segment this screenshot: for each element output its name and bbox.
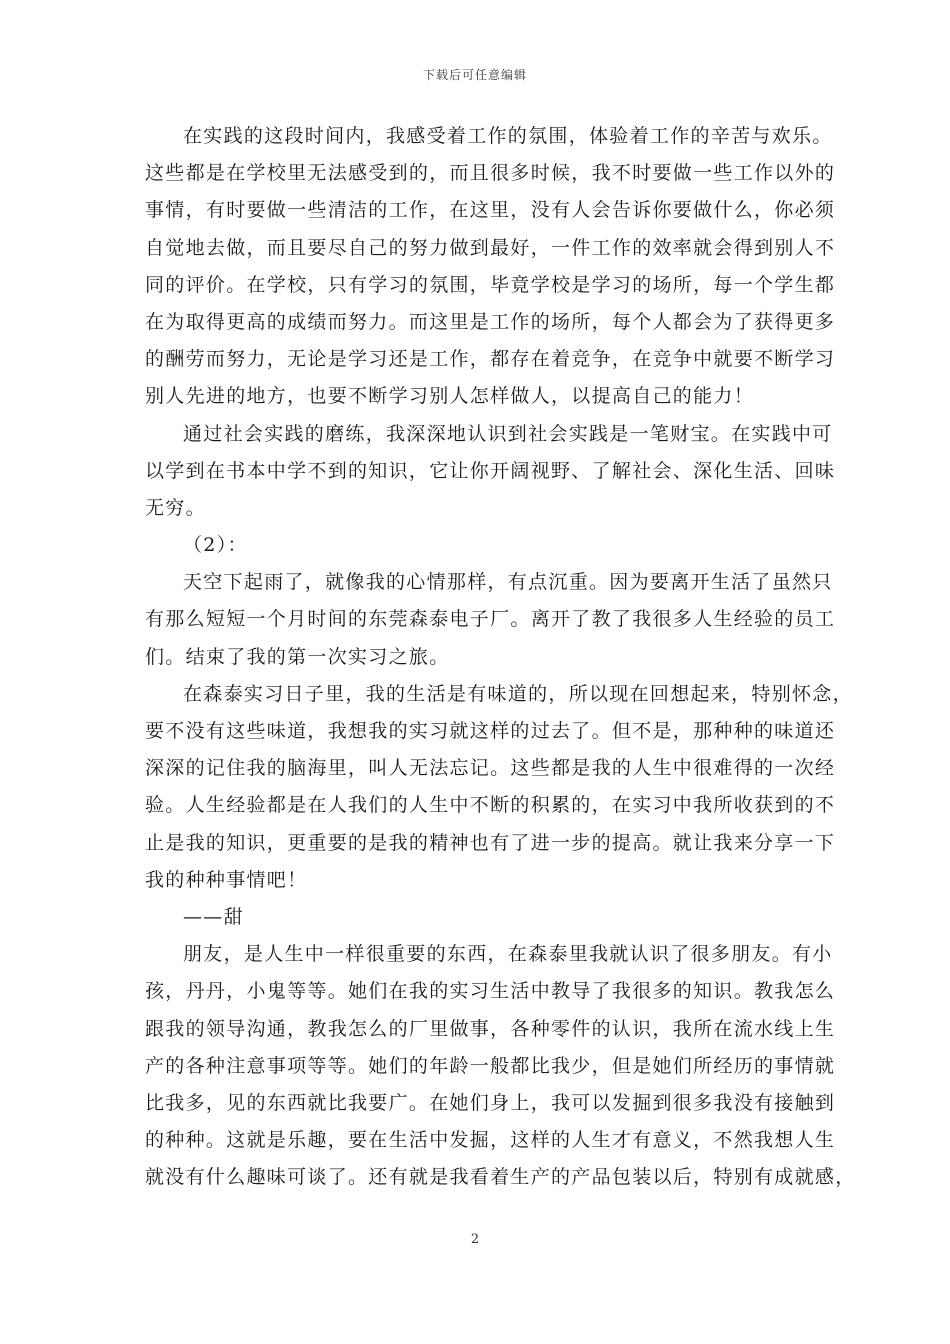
text-line: 孩，丹丹，小鬼等等。她们在我的实习生活中教导了我很多的知识。教我怎么 — [145, 980, 836, 1003]
text-line: 比我多，见的东西就比我要广。在她们身上，我可以发掘到很多我没有接触到 — [145, 1091, 836, 1114]
text-line: 我的种种事情吧！ — [145, 868, 308, 891]
text-line: 有那么短短一个月时间的东莞森泰电子厂。离开了教了我很多人生经验的员工 — [145, 608, 836, 631]
page-number: 2 — [470, 1232, 480, 1247]
text-line: 深深的记住我的脑海里，叫人无法忘记。这些都是我的人生中很难得的一次经 — [145, 757, 836, 780]
section-label: （2）： — [183, 534, 248, 557]
text-line: 在实践的这段时间内，我感受着工作的氛围，体验着工作的辛苦与欢乐。 — [183, 125, 833, 147]
text-line: 止是我的知识，更重要的是我的精神也有了进一步的提高。就让我来分享一下 — [145, 831, 836, 854]
text-line: 朋友，是人生中一样很重要的东西，在森泰里我就认识了很多朋友。有小 — [183, 943, 833, 966]
text-line: 别人先进的地方，也要不断学习别人怎样做人，以提高自己的能力！ — [145, 385, 755, 408]
text-line: 自觉地去做，而且要尽自己的努力做到最好，一件工作的效率就会得到别人不 — [145, 236, 836, 259]
document-body — [145, 118, 856, 1196]
text-line: 事情，有时要做一些清洁的工作，在这里，没有人会告诉你要做什么，你必须 — [145, 199, 836, 222]
text-line: 以学到在书本中学不到的知识，它让你开阔视野、了解社会、深化生活、回味 — [145, 459, 836, 482]
text-line: 要不没有这些味道，我想我的实习就这样的过去了。但不是，那种种的味道还 — [145, 720, 836, 742]
text-line: 在森泰实习日子里，我的生活是有味道的，所以现在回想起来，特别怀念， — [183, 682, 853, 705]
text-line: 天空下起雨了，就像我的心情那样，有点沉重。因为要离开生活了虽然只 — [183, 571, 833, 594]
text-line: 在为取得更高的成绩而努力。而这里是工作的场所，每个人都会为了获得更多 — [145, 310, 836, 333]
page-header: 下载后可任意编辑 — [422, 68, 527, 82]
text-line: 们。结束了我的第一次实习之旅。 — [145, 645, 450, 668]
text-line: 无穷。 — [145, 496, 206, 519]
text-line: 这些都是在学校里无法感受到的，而且很多时候，我不时要做一些工作以外的 — [145, 162, 836, 185]
text-line: 跟我的领导沟通，教我怎么的厂里做事，各种零件的认识，我所在流水线上生 — [145, 1017, 836, 1040]
section-label: ——甜 — [183, 905, 244, 928]
text-line: 同的评价。在学校，只有学习的氛围，毕竟学校是学习的场所，每一个学生都 — [145, 273, 836, 296]
text-line: 通过社会实践的磨练，我深深地认识到社会实践是一笔财宝。在实践中可 — [183, 422, 833, 445]
text-line: 验。人生经验都是在人我们的人生中不断的积累的，在实习中我所收获到的不 — [145, 794, 836, 817]
text-line: 就没有什么趣味可谈了。还有就是我看着生产的产品包装以后，特别有成就感， — [145, 1166, 856, 1189]
text-line: 的酬劳而努力，无论是学习还是工作，都存在着竞争，在竞争中就要不断学习 — [145, 348, 836, 371]
text-line: 产的各种注意事项等等。她们的年龄一般都比我少，但是她们所经历的事情就 — [145, 1054, 836, 1077]
text-line: 的种种。这就是乐趣，要在生活中发掘，这样的人生才有意义，不然我想人生 — [145, 1129, 836, 1152]
